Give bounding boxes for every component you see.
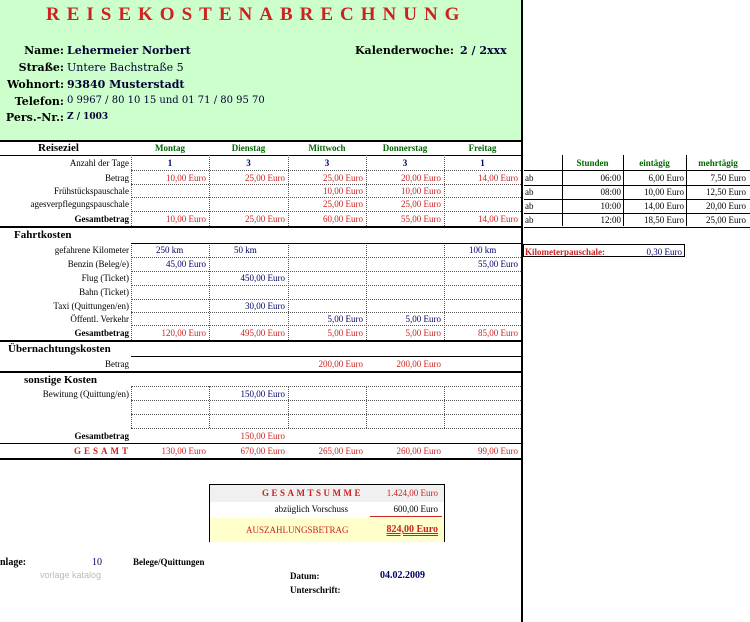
fahrt-cell[interactable]: 250 km [156, 245, 184, 255]
sonstige-total-cell[interactable]: 150,00 Euro [240, 431, 285, 441]
verpflegung-row-label: agesverpflegungspauschale [30, 199, 129, 209]
row-border [0, 226, 521, 228]
row-separator [131, 312, 521, 313]
phone-value[interactable]: 0 9967 / 80 10 15 und 01 71 / 80 95 70 [67, 95, 265, 106]
rate-oneday[interactable]: 6,00 Euro [648, 173, 684, 183]
km-rate-value[interactable]: 0,30 Euro [646, 247, 682, 257]
rate-header: mehrtägig [698, 158, 738, 168]
summary-advance-label: abzüglich Vorschuss [274, 504, 348, 514]
column-separator [209, 243, 210, 340]
day-header-freitag: Freitag [468, 143, 497, 153]
rate-header: Stunden [576, 158, 609, 168]
row-border [131, 356, 521, 357]
row-border [0, 155, 521, 156]
date-value[interactable]: 04.02.2009 [380, 570, 425, 581]
rate-multiday[interactable]: 25,00 Euro [706, 215, 746, 225]
sonstige-cell[interactable]: 150,00 Euro [240, 389, 285, 399]
row-border [0, 443, 521, 444]
anlage-label: nlage: [0, 557, 27, 568]
fahrt-total-cell[interactable]: 495,00 Euro [240, 328, 285, 338]
summary-box [209, 484, 445, 542]
street-label: Straße: [18, 61, 64, 74]
fahrt-total-cell[interactable]: 5,00 Euro [327, 328, 363, 338]
row-border [0, 458, 521, 460]
fahrt-cell[interactable]: 30,00 Euro [245, 301, 285, 311]
signature-label: Unterschrift: [290, 585, 341, 595]
rate-col-border [623, 155, 624, 226]
summary-payout-value: 824,00 Euro [386, 524, 438, 535]
row-border [524, 227, 750, 228]
verpflegung-cell[interactable]: 10,00 Euro [323, 186, 363, 196]
fahrt-row-label: gefahrene Kilometer [54, 245, 129, 255]
row-separator [131, 386, 521, 387]
summary-underline [370, 516, 442, 517]
column-separator [288, 243, 289, 340]
verpflegung-total-cell[interactable]: 14,00 Euro [478, 214, 518, 224]
fahrt-total-cell[interactable]: 120,00 Euro [161, 328, 206, 338]
rate-multiday[interactable]: 7,50 Euro [710, 173, 746, 183]
anlage-text: Belege/Quittungen [133, 557, 205, 567]
day-header-dienstag: Dienstag [231, 143, 266, 153]
fahrt-cell[interactable]: 5,00 Euro [327, 314, 363, 324]
summary-advance-value[interactable]: 600,00 Euro [393, 504, 438, 514]
gesamt-cell[interactable]: 260,00 Euro [396, 446, 441, 456]
fahrt-total-cell[interactable]: 85,00 Euro [478, 328, 518, 338]
total-band [0, 356, 521, 370]
gesamt-cell[interactable]: 99,00 Euro [478, 446, 518, 456]
rate-oneday[interactable]: 10,00 Euro [644, 187, 684, 197]
column-separator [131, 243, 132, 340]
verpflegung-total-cell[interactable]: 10,00 Euro [166, 214, 206, 224]
row-separator [131, 428, 521, 429]
column-separator [366, 155, 367, 226]
row-separator [131, 184, 521, 185]
rate-hours[interactable]: 06:00 [600, 173, 621, 183]
week-value[interactable]: 2 / 2xxx [460, 44, 507, 57]
name-label: Name: [24, 44, 64, 57]
row-border [0, 371, 521, 373]
week-label: Kalenderwoche: [355, 44, 454, 57]
rate-hours[interactable]: 12:00 [600, 215, 621, 225]
row-separator [131, 211, 521, 212]
row-border [524, 185, 750, 186]
verpflegung-cell[interactable]: 14,00 Euro [478, 173, 518, 183]
days-count[interactable]: 1 [167, 158, 173, 168]
row-border [0, 340, 521, 342]
sonstige-total-label: Gesamtbetrag [74, 431, 129, 441]
fahrt-cell[interactable]: 45,00 Euro [166, 259, 206, 269]
days-count[interactable]: 3 [246, 158, 251, 168]
sheet-divider [521, 0, 523, 622]
summary-sum-value: 1.424,00 Euro [386, 488, 438, 498]
uebernachtung-cell[interactable]: 200,00 Euro [396, 359, 441, 369]
column-separator [444, 155, 445, 226]
phone-label: Telefon: [14, 95, 64, 108]
persnr-label: Pers.-Nr.: [5, 111, 64, 124]
row-separator [131, 285, 521, 286]
days-count[interactable]: 3 [402, 158, 408, 168]
gesamt-cell[interactable]: 130,00 Euro [161, 446, 206, 456]
verpflegung-cell[interactable]: 25,00 Euro [401, 199, 441, 209]
summary-sum-label: GESAMTSUMME [262, 488, 364, 498]
day-header-mittwoch: Mittwoch [308, 143, 346, 153]
days-count[interactable]: 3 [324, 158, 330, 168]
row-separator [131, 325, 521, 326]
days-count[interactable]: 1 [480, 158, 485, 168]
row-separator [131, 197, 521, 198]
rate-ab: ab [525, 201, 534, 211]
column-separator [209, 386, 210, 428]
column-separator [288, 386, 289, 428]
row-separator [131, 299, 521, 300]
verpflegung-row-label: Gesamtbetrag [74, 214, 129, 224]
sonstige-row-label: Bewitung (Quittung/en) [42, 389, 129, 399]
fahrt-cell[interactable]: 55,00 Euro [478, 259, 518, 269]
verpflegung-cell[interactable]: 20,00 Euro [401, 173, 441, 183]
sonstige-title: sonstige Kosten [24, 374, 98, 386]
rate-col-border [686, 155, 687, 226]
verpflegung-total-cell[interactable]: 55,00 Euro [401, 214, 441, 224]
rate-ab: ab [525, 187, 534, 197]
rate-oneday[interactable]: 18,50 Euro [644, 215, 684, 225]
fahrt-cell[interactable]: 100 km [469, 245, 497, 255]
verpflegung-cell[interactable]: 25,00 Euro [245, 173, 285, 183]
uebernachtung-cell[interactable]: 200,00 Euro [318, 359, 363, 369]
rate-col-border [562, 155, 563, 226]
row-border [524, 170, 750, 171]
fahrt-cell[interactable]: 50 km [234, 245, 257, 255]
column-separator [444, 386, 445, 428]
column-separator [444, 243, 445, 340]
street-value[interactable]: Untere Bachstraße 5 [67, 61, 184, 74]
uebernachtung-title: Übernachtungskosten [8, 343, 111, 355]
rate-hours[interactable]: 10:00 [600, 201, 621, 211]
row-separator [131, 400, 521, 401]
city-label: Wohnort: [6, 78, 64, 91]
km-rate-box [523, 244, 685, 257]
verpflegung-cell[interactable]: 25,00 Euro [323, 199, 363, 209]
rate-hours[interactable]: 08:00 [600, 187, 621, 197]
city-value[interactable]: 93840 Musterstadt [67, 78, 185, 91]
column-separator [131, 155, 132, 226]
fahrt-cell[interactable]: 450,00 Euro [240, 273, 285, 283]
row-separator [131, 414, 521, 415]
verpflegung-row-label: Frühstückspauschale [54, 186, 129, 196]
gesamt-label: GESAMT [74, 446, 132, 456]
day-header-donnerstag: Donnerstag [382, 143, 428, 153]
verpflegung-row-label: Anzahl der Tage [69, 158, 129, 168]
fahrt-total-cell[interactable]: 5,00 Euro [405, 328, 441, 338]
column-separator [366, 386, 367, 428]
verpflegung-cell[interactable]: 25,00 Euro [323, 173, 363, 183]
gesamt-cell[interactable]: 265,00 Euro [318, 446, 363, 456]
persnr-value[interactable]: Z / 1003 [67, 112, 109, 122]
gesamt-cell[interactable]: 670,00 Euro [240, 446, 285, 456]
rate-ab: ab [525, 173, 534, 183]
fahrt-row-label: Flug (Ticket) [81, 273, 129, 283]
verpflegung-row-label: Betrag [105, 173, 129, 183]
verpflegung-cell[interactable]: 10,00 Euro [401, 186, 441, 196]
uebernachtung-row-label: Betrag [105, 359, 129, 369]
page-title: REISEKOSTENABRECHNUNG [46, 4, 467, 25]
column-separator [288, 155, 289, 226]
verpflegung-total-cell[interactable]: 25,00 Euro [245, 214, 285, 224]
rate-oneday[interactable]: 14,00 Euro [644, 201, 684, 211]
column-separator [131, 386, 132, 428]
reiseziel-label: Reiseziel [38, 142, 79, 154]
row-separator [131, 271, 521, 272]
watermark: vorlage katalog [40, 570, 102, 580]
fahrt-row-label: Öffentl. Verkehr [70, 314, 129, 324]
anlage-count[interactable]: 10 [92, 557, 102, 568]
fahrt-cell[interactable]: 5,00 Euro [405, 314, 441, 324]
rate-header: eintägig [639, 158, 670, 168]
fahrt-row-label: Benzin (Beleg/e) [67, 259, 129, 269]
row-border [131, 243, 521, 244]
name-value[interactable]: Lehermeier Norbert [67, 44, 191, 57]
row-separator [131, 170, 521, 171]
rate-multiday[interactable]: 12,50 Euro [706, 187, 746, 197]
km-rate-label: Kilometerpauschale: [525, 247, 605, 257]
row-border [524, 213, 750, 214]
column-separator [209, 155, 210, 226]
summary-payout-label: AUSZAHLUNGSBETRAG [246, 525, 349, 535]
fahrtkosten-title: Fahrtkosten [14, 229, 72, 241]
fahrt-row-label: Bahn (Ticket) [79, 287, 129, 297]
verpflegung-cell[interactable]: 10,00 Euro [166, 173, 206, 183]
verpflegung-total-cell[interactable]: 60,00 Euro [323, 214, 363, 224]
row-border [524, 199, 750, 200]
date-label: Datum: [290, 571, 320, 581]
column-separator [366, 243, 367, 340]
rate-multiday[interactable]: 20,00 Euro [706, 201, 746, 211]
day-header-montag: Montag [155, 143, 185, 153]
fahrt-row-label: Taxi (Quittungen/en) [53, 301, 129, 311]
fahrt-row-label: Gesamtbetrag [74, 328, 129, 338]
rate-ab: ab [525, 215, 534, 225]
row-separator [131, 257, 521, 258]
